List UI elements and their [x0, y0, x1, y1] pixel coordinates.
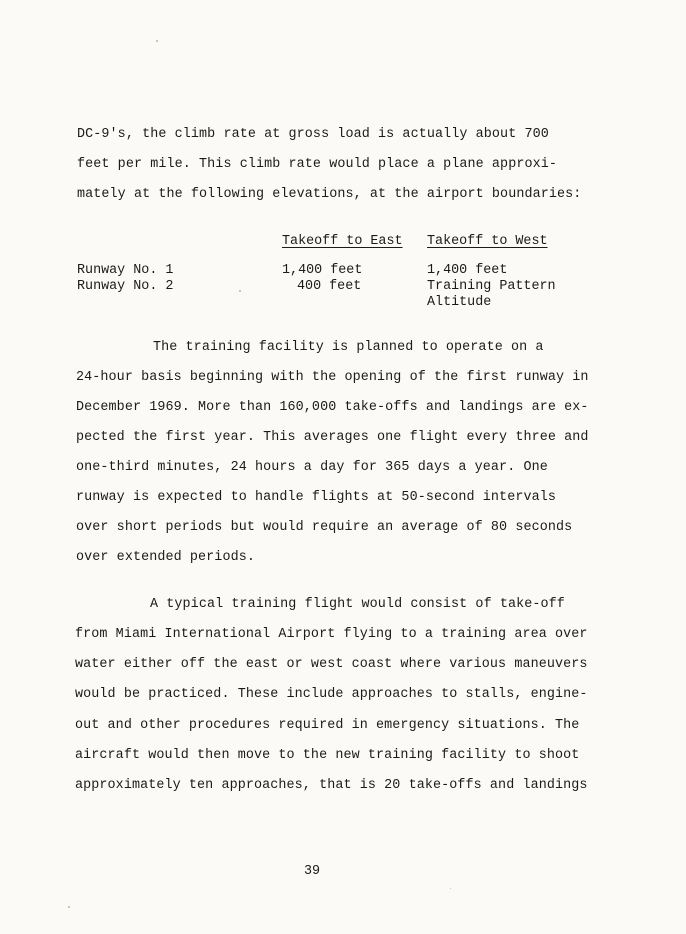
table-cell-west: Training Pattern [427, 279, 556, 294]
paragraph-line: runway is expected to handle flights at 50-second intervals [76, 490, 557, 505]
paragraph-line: December 1969. More than 160,000 take-offs and landings are ex- [76, 400, 589, 415]
paragraph-line: aircraft would then move to the new training facility to shoot [75, 748, 580, 763]
table-cell-east: 1,400 feet [282, 263, 363, 278]
paragraph-line: feet per mile. This climb rate would place a plane approxi- [77, 157, 558, 172]
paragraph-line: out and other procedures required in emergency situations. The [75, 718, 580, 733]
paragraph-line: would be practiced. These include approaches to stalls, engine- [75, 687, 588, 702]
paragraph-line: over extended periods. [76, 550, 255, 565]
paragraph-line: over short periods but would require an average of 80 seconds [76, 520, 573, 535]
paragraph-line: The training facility is planned to operate on a [153, 340, 544, 355]
table-cell-west: 1,400 feet [427, 263, 508, 278]
table-header-west: Takeoff to West [427, 234, 548, 249]
paragraph-line: 24-hour basis beginning with the opening of the first runway in [76, 370, 589, 385]
paragraph-line: one-third minutes, 24 hours a day for 365 days a year. One [76, 460, 548, 475]
paragraph-line: pected the first year. This averages one flight every three and [76, 430, 589, 445]
paragraph-line: approximately ten approaches, that is 20 take-offs and landings [75, 778, 588, 793]
table-row-label: Runway No. 2 [77, 279, 174, 294]
paragraph-line: water either off the east or west coast where various maneuvers [75, 657, 588, 672]
table-header-east: Takeoff to East [282, 234, 403, 249]
page-number: 39 [304, 864, 321, 879]
paragraph-line: DC-9's, the climb rate at gross load is actually about 700 [77, 127, 549, 142]
scan-speck [239, 290, 241, 292]
scan-speck [450, 888, 451, 889]
paragraph-line: A typical training flight would consist of take-off [150, 597, 565, 612]
table-row-label: Runway No. 1 [77, 263, 174, 278]
scan-speck [156, 40, 158, 42]
table-cell-east: 400 feet [297, 279, 362, 294]
paragraph-line: from Miami International Airport flying to a training area over [75, 627, 588, 642]
scan-speck [68, 906, 70, 908]
table-cell-west: Altitude [427, 295, 492, 310]
paragraph-line: mately at the following elevations, at the airport boundaries: [77, 187, 582, 202]
